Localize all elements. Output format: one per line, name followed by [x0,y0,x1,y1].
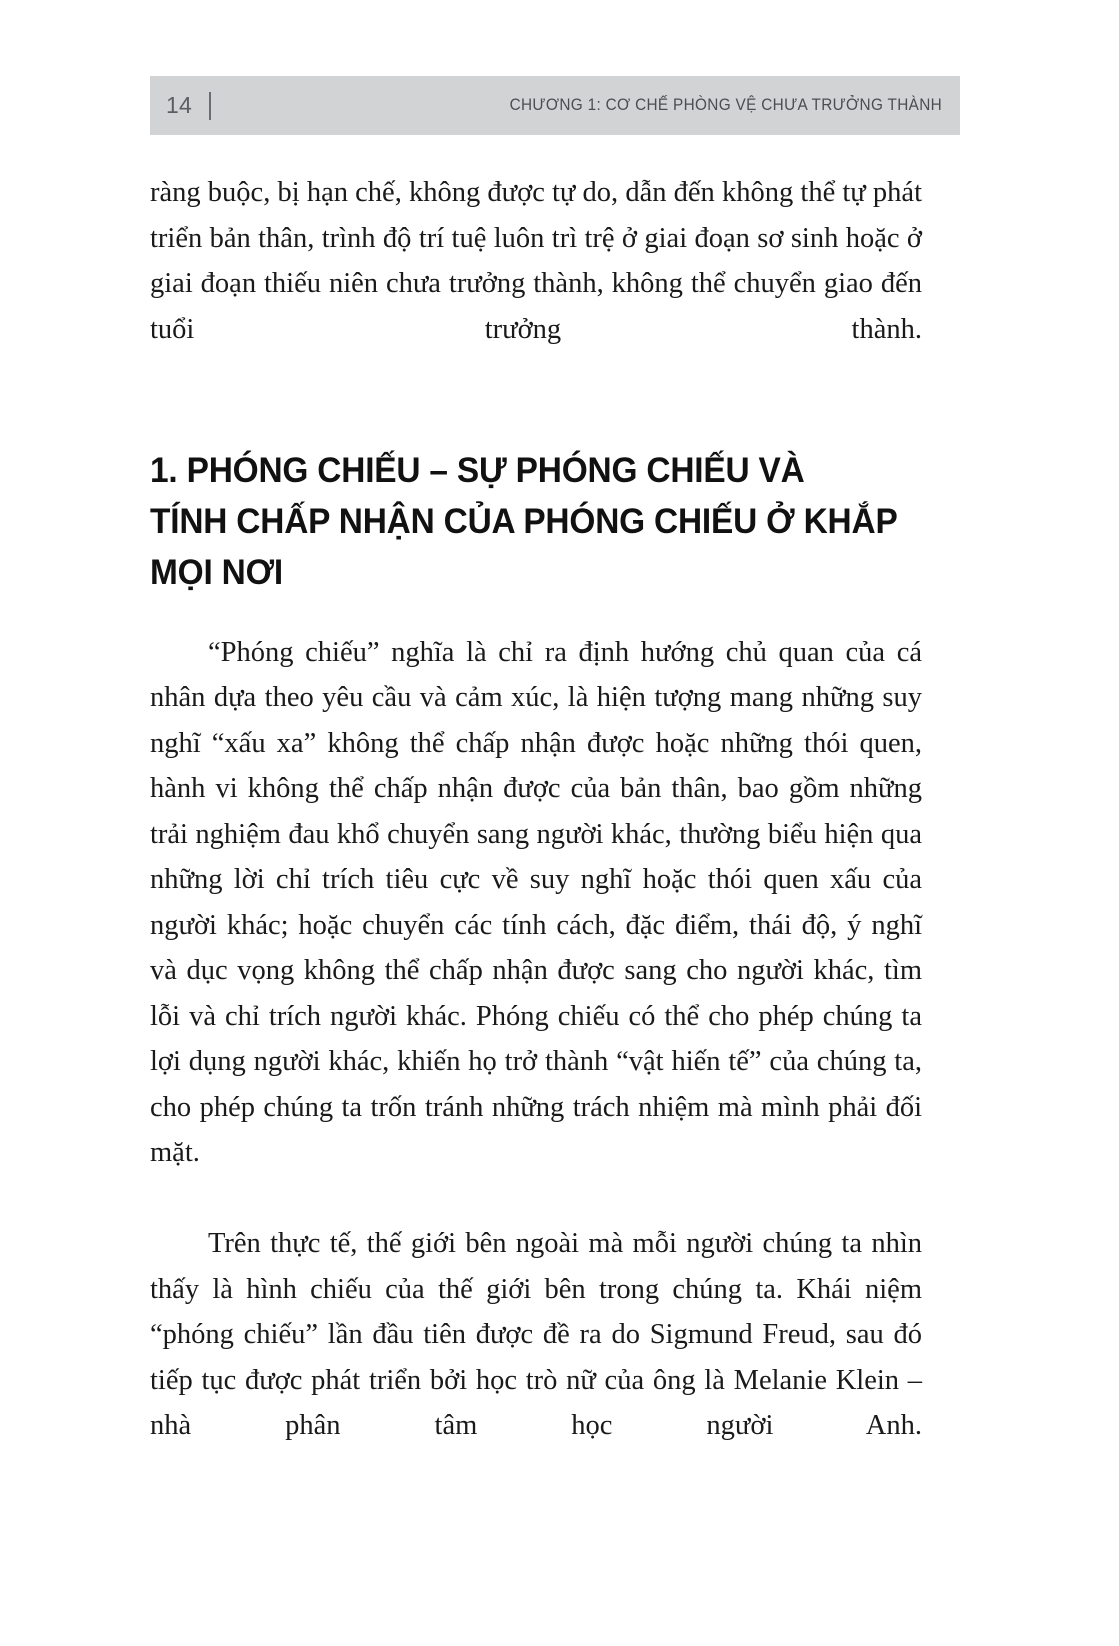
folio-group [166,92,211,120]
section-heading-line-1: 1. PHÓNG CHIẾU – SỰ PHÓNG CHIẾU VÀ [150,450,805,490]
spacer-before-heading [150,398,922,445]
paragraph-freud-klein: Trên thực tế, thế giới bên ngoài mà mỗi người chúng ta nhìn thấy là hình chiếu của thế giới bên trong chúng ta. Khái niệm “phóng chiếu” lần đầu tiên được đề ra do Sigmund Freud, sau đó tiếp tục được phát triển bởi học trò nữ của ông là Melanie Klein – nhà phân tâm học người Anh. [150,1228,922,1441]
page-number: 14 [166,92,192,118]
paragraph-continuation: ràng buộc, bị hạn chế, không được tự do, dẫn đến không thể tự phát triển bản thân, trình độ trí tuệ luôn trì trệ ở giai đoạn sơ sinh hoặc ở giai đoạn thiếu niên chưa trưởng thành, không thể chuyển giao đến tuổi trưởng thành. [150,177,922,345]
paragraph-definition: “Phóng chiếu” nghĩa là chỉ ra định hướng chủ quan của cá nhân dựa theo yêu cầu và cảm xúc, là hiện tượng mang những suy nghĩ “xấu xa” không thể chấp nhận được hoặc những thói quen, hành vi không thể chấp nhận được của bản thân, bao gồm những trải nghiệm đau khổ chuyển sang người khác, thường biểu hiện qua những lời chỉ trích tiêu cực về suy nghĩ hoặc thói quen xấu của người khác; hoặc chuyển các tính cách, đặc điểm, thái độ, ý nghĩ và dục vọng không thể chấp nhận được sang cho người khác, tìm lỗi và chỉ trích người khác. Phóng chiếu có thể cho phép chúng ta lợi dụng người khác, khiến họ trở thành “vật hiến tế” của chúng ta, cho phép chúng ta trốn tránh những trách nhiệm mà mình phải đối mặt. [150,636,922,1168]
spacer-after-heading [150,598,922,630]
text-column [150,170,922,1494]
section-heading-line-3: MỌI NƠI [150,552,284,592]
folio-separator-rule [209,92,211,120]
page-header [150,76,960,135]
chapter-title: CHƯƠNG 1: CƠ CHẾ PHÒNG VỆ CHƯA TRƯỞNG THÀNH [509,96,942,114]
section-heading [150,445,898,598]
section-heading-line-2: TÍNH CHẤP NHẬN CỦA PHÓNG CHIẾU Ở KHẮP [150,501,898,541]
